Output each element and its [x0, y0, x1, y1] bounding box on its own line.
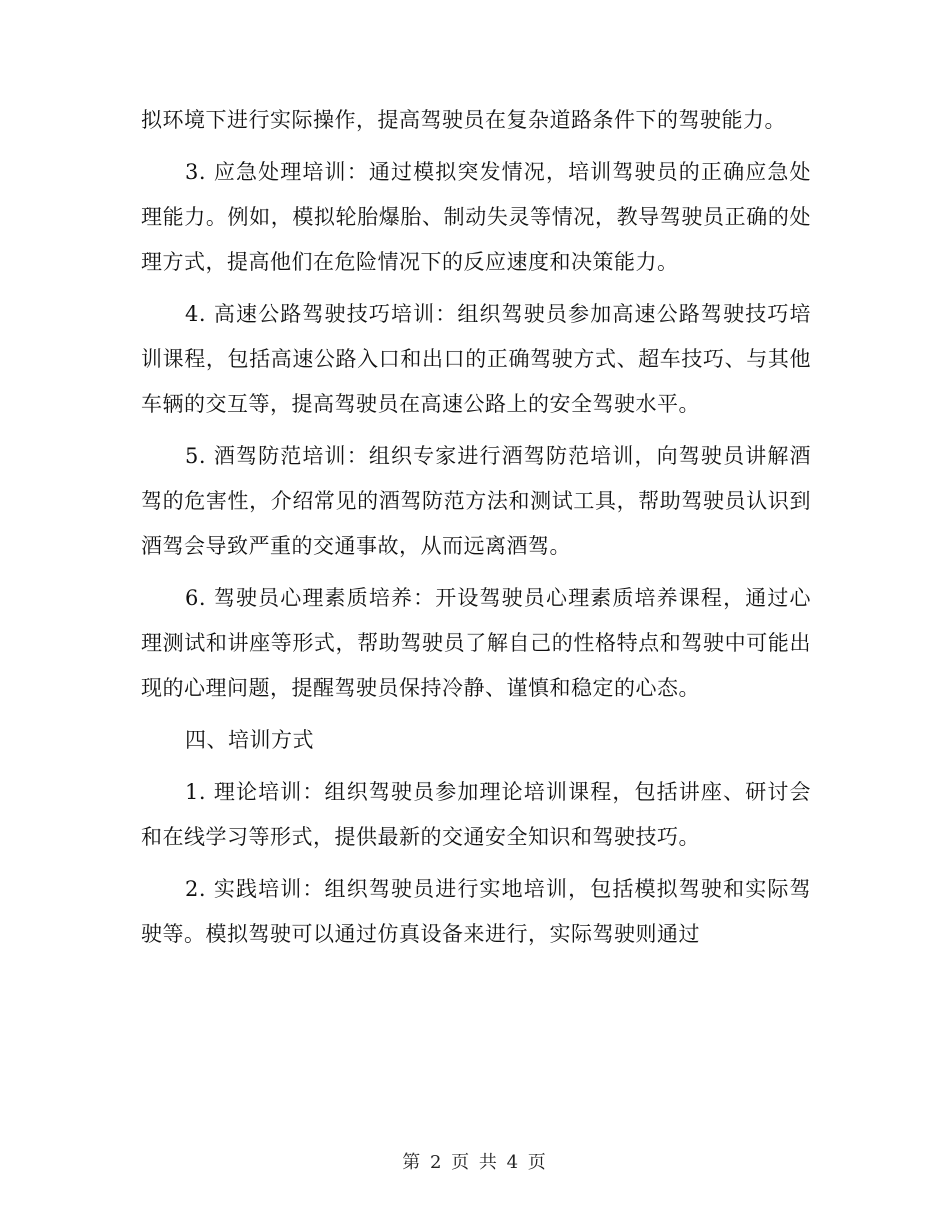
paragraph: 5. 酒驾防范培训：组织专家进行酒驾防范培训，向驾驶员讲解酒驾的危害性，介绍常见的酒驾防范方法和测试工具，帮助驾驶员认识到酒驾会导致严重的交通事故，从而远离酒驾。: [141, 444, 811, 558]
document-body: [141, 98, 811, 964]
paragraph: 6. 驾驶员心理素质培养：开设驾驶员心理素质培养课程，通过心理测试和讲座等形式，帮助驾驶员了解自己的性格特点和驾驶中可能出现的心理问题，提醒驾驶员保持冷静、谨慎和稳定的心态。: [141, 586, 811, 700]
section-heading: 四、培训方式: [185, 728, 314, 752]
page-number-footer: 第 2 页 共 4 页: [402, 1152, 548, 1173]
paragraph: 拟环境下进行实际操作，提高驾驶员在复杂道路条件下的驾驶能力。: [141, 108, 786, 132]
paragraph: 2. 实践培训：组织驾驶员进行实地培训，包括模拟驾驶和实际驾驶等。模拟驾驶可以通过仿真设备来进行，实际驾驶则通过: [141, 877, 811, 946]
paragraph: 1. 理论培训：组织驾驶员参加理论培训课程，包括讲座、研讨会和在线学习等形式，提供最新的交通安全知识和驾驶技巧。: [141, 780, 811, 849]
paragraph: 4. 高速公路驾驶技巧培训：组织驾驶员参加高速公路驾驶技巧培训课程，包括高速公路入口和出口的正确驾驶方式、超车技巧、与其他车辆的交互等，提高驾驶员在高速公路上的安全驾驶水平。: [141, 302, 811, 416]
paragraph: 3. 应急处理培训：通过模拟突发情况，培训驾驶员的正确应急处理能力。例如，模拟轮胎爆胎、制动失灵等情况，教导驾驶员正确的处理方式，提高他们在危险情况下的反应速度和决策能力。: [141, 160, 811, 274]
